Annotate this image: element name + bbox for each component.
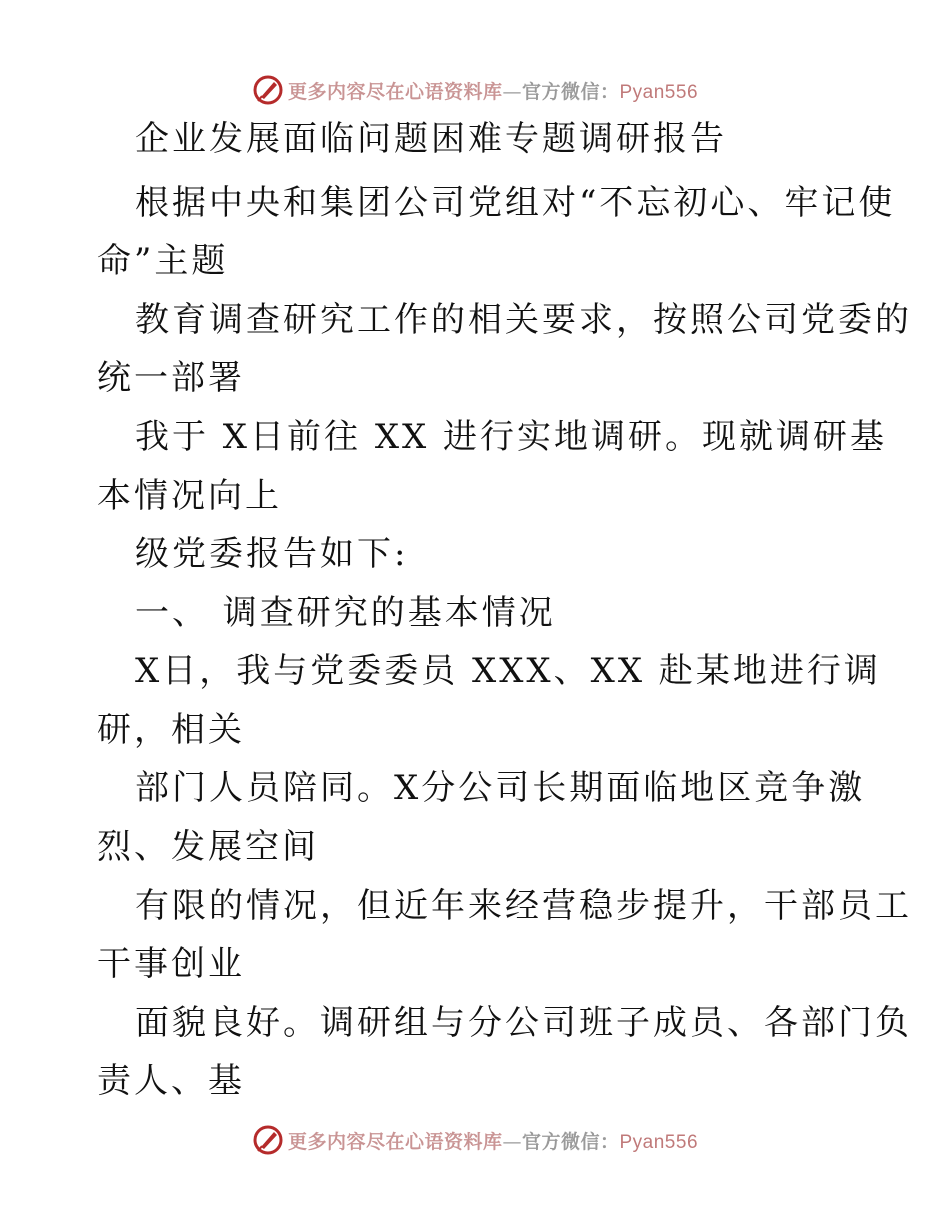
paragraph-line: 干事创业 <box>97 944 245 984</box>
paragraph-line: 部门人员陪同。X分公司长期面临地区竞争激 <box>135 768 866 808</box>
paragraph-line: X日，我与党委委员 XXX、XX 赴某地进行调 <box>135 651 881 691</box>
section-heading: 一、 调查研究的基本情况 <box>135 593 556 633</box>
paragraph-line: 烈、发展空间 <box>97 827 319 867</box>
paragraph-line: 统一部署 <box>97 358 245 398</box>
header-banner <box>0 70 950 110</box>
document-title: 企业发展面临问题困难专题调研报告 <box>135 119 727 159</box>
footer-banner <box>0 1120 950 1160</box>
paragraph-line: 研，相关 <box>97 710 245 750</box>
paragraph-line: 我于 X日前往 XX 进行实地调研。现就调研基 <box>135 417 888 457</box>
paragraph-line: 教育调查研究工作的相关要求，按照公司党委的 <box>135 300 912 340</box>
banner-wechat-label: 官方微信： <box>521 80 620 103</box>
quill-seal-icon <box>252 74 284 106</box>
banner-wechat-label: 官方微信： <box>521 1130 620 1153</box>
paragraph-line: 本情况向上 <box>97 476 282 516</box>
paragraph-line: 命”主题 <box>97 241 229 281</box>
paragraph-line: 级党委报告如下: <box>135 534 409 574</box>
banner-separator: — <box>502 1130 522 1153</box>
quill-seal-icon <box>252 1124 284 1156</box>
paragraph-line: 面貌良好。调研组与分公司班子成员、各部门负 <box>135 1003 912 1043</box>
banner-text <box>288 77 698 104</box>
paragraph-line: 根据中央和集团公司党组对“不忘初心、牢记使 <box>135 183 896 223</box>
banner-text <box>288 1127 698 1154</box>
banner-main-text: 更多内容尽在心语资料库 <box>287 1130 503 1153</box>
banner-separator: — <box>502 80 522 103</box>
banner-main-text: 更多内容尽在心语资料库 <box>287 80 503 103</box>
paragraph-line: 有限的情况，但近年来经营稳步提升，干部员工 <box>135 886 912 926</box>
banner-wechat-id: Pyan556 <box>619 1131 699 1153</box>
paragraph-line: 责人、基 <box>97 1061 245 1101</box>
banner-wechat-id: Pyan556 <box>619 81 699 103</box>
